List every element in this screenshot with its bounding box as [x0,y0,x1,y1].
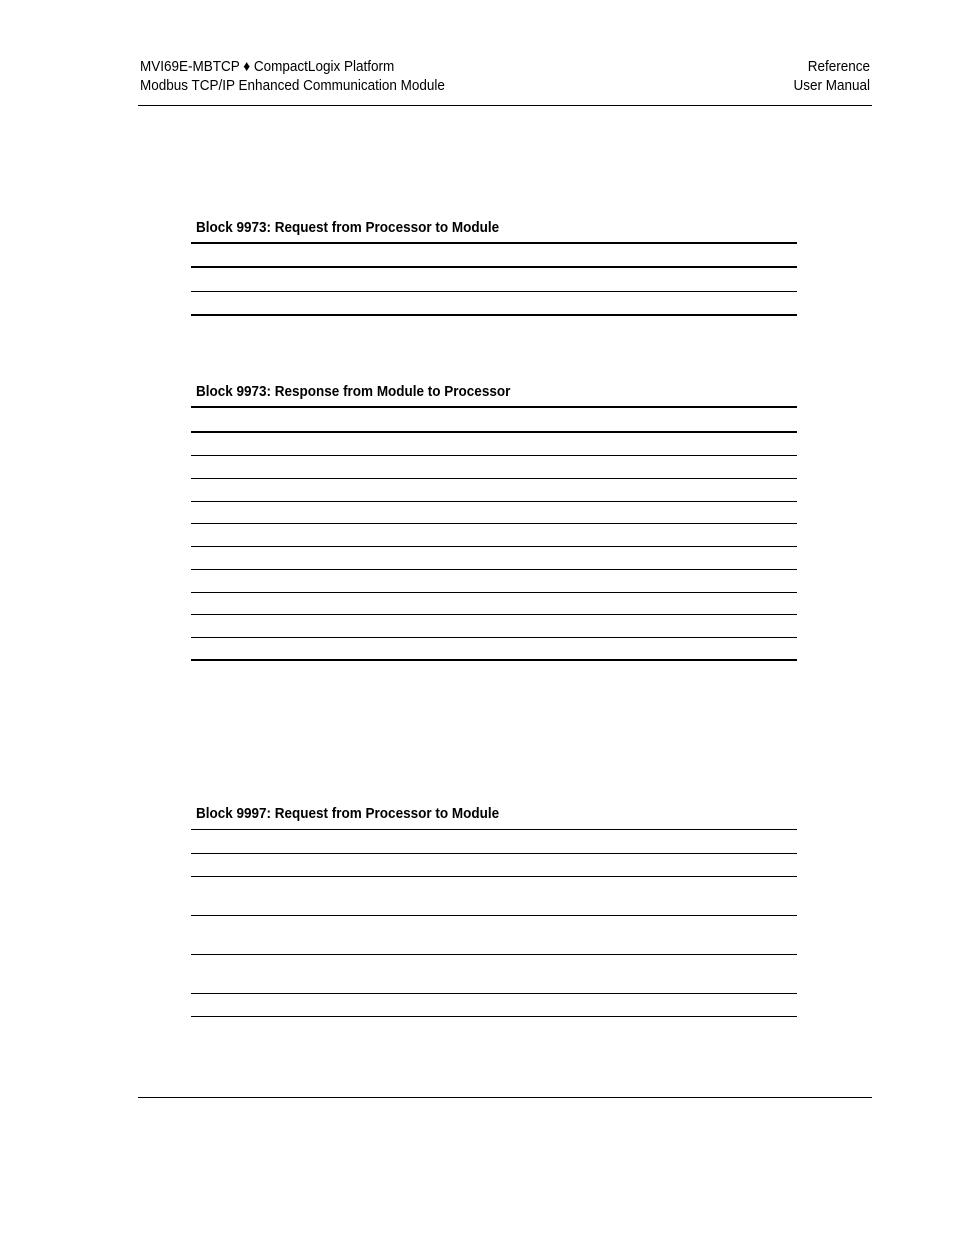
table-rule [191,266,797,268]
table-rule [191,406,797,408]
header-section: Reference [807,58,870,75]
header-product-line: MVI69E-MBTCP ♦ CompactLogix Platform [140,58,395,75]
footer-divider [138,1097,872,1098]
table-rule [191,876,797,877]
table-rule [191,242,797,244]
table-rule [191,853,797,854]
header-left [140,57,445,95]
table-rule [191,614,797,615]
table-rule [191,478,797,479]
table-rule [191,993,797,994]
table-rule [191,431,797,433]
table-caption: Block 9997: Request from Processor to Module [196,805,500,822]
table-rule [191,455,797,456]
table-rule [191,291,797,292]
table-rule [191,1016,797,1017]
table-rule [191,915,797,916]
table-rule [191,637,797,638]
table-rule [191,954,797,955]
table-caption: Block 9973: Request from Processor to Module [196,219,500,236]
table-caption: Block 9973: Response from Module to Processor [196,383,511,400]
table-rule [191,569,797,570]
table-rule [191,501,797,502]
table-rule [191,829,797,830]
header-divider [138,105,872,106]
header-right [793,57,870,95]
table-rule [191,592,797,593]
table-rule [191,546,797,547]
header-doc-type: User Manual [793,77,870,94]
table-rule [191,314,797,316]
table-rule [191,659,797,661]
header-module-line: Modbus TCP/IP Enhanced Communication Module [140,77,445,94]
table-rule [191,523,797,524]
